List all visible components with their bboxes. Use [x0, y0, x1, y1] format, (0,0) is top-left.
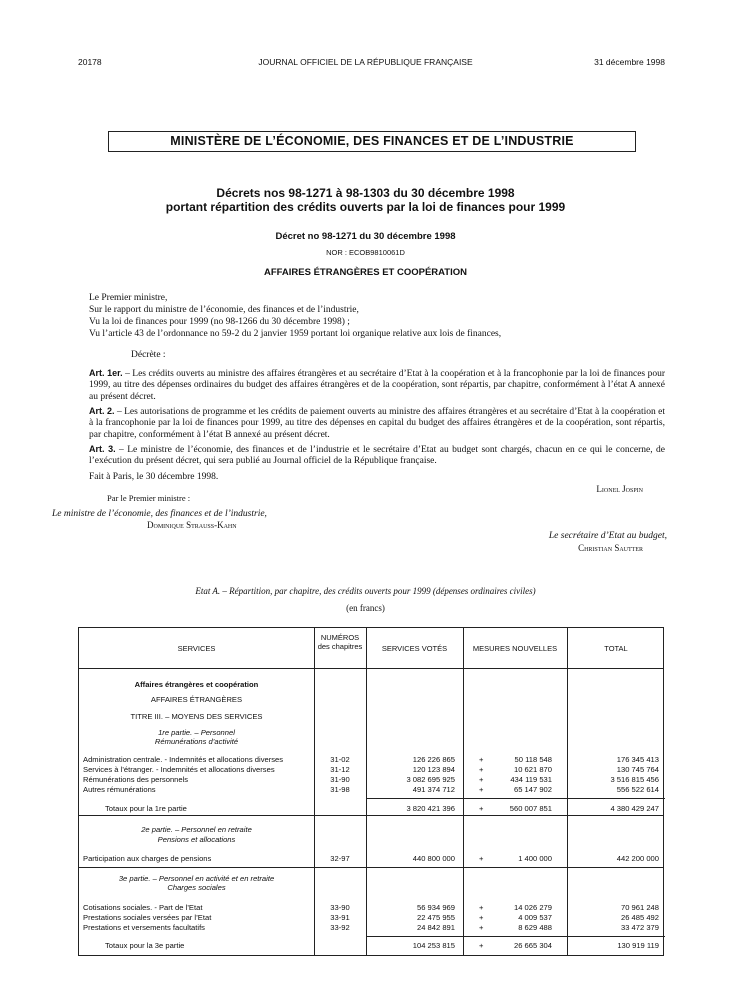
etat-unit: (en francs)	[346, 603, 385, 613]
header-services: SERVICES	[177, 644, 216, 653]
row-total: 556 522 614	[616, 785, 659, 794]
row-label: Cotisations sociales. - Part de l’Etat	[83, 903, 203, 912]
decrees-title-line2: portant répartition des crédits ouverts par la loi de finances pour 1999	[165, 200, 566, 214]
row-chapter: 31-98	[330, 785, 350, 794]
row-mesures: 50 118 548	[514, 755, 552, 764]
header-services-votes: SERVICES VOTÉS	[381, 644, 448, 653]
place-date: Fait à Paris, le 30 décembre 1998.	[89, 472, 219, 482]
article-3	[89, 444, 665, 468]
article-1	[89, 368, 665, 403]
row-sign: +	[479, 765, 484, 774]
row-sign: +	[479, 775, 484, 784]
row-label: Services à l’étranger. - Indemnités et allocations diverses	[83, 765, 275, 774]
row-mesures: 10 621 870	[513, 765, 552, 774]
section-heading: AFFAIRES ÉTRANGÈRES	[150, 695, 243, 704]
article-text: – Les autorisations de programme et les crédits de paiement ouverts au ministre des affaires étrangères et au secrétaire d’Etat à la coopération et à la francophonie par la loi de finances pour 1999, au titre des dépenses en capital du budget des affaires étrangères et de la coopération, sont répartis, par chapitre, conformément à l’état B annexé au présent décret.	[89, 407, 665, 440]
article-text: – Le ministre de l’économie, des finances et de l’industrie et le secrétaire d’Etat au budget sont chargés, chacun en ce qui le concerne, de l’exécution du présent décret, qui sera publié au Journal officiel de la République française.	[89, 445, 665, 467]
row-label: Rémunérations des personnels	[83, 775, 189, 784]
row-votes: 3 082 695 925	[406, 775, 455, 784]
preamble-line: Vu l’article 43 de l’ordonnance no 59-2 du 2 janvier 1959 portant loi organique relative aux lois de finances,	[89, 329, 502, 339]
row-chapter: 31-12	[330, 765, 350, 774]
total-label: Totaux pour la 1re partie	[105, 804, 187, 813]
total-votes: 104 253 815	[412, 941, 455, 950]
row-label: Prestations sociales versées par l’Etat	[83, 913, 212, 922]
subtotal-rule	[366, 798, 665, 799]
total-sign: +	[479, 804, 484, 813]
section-divider	[79, 815, 663, 816]
row-label: Administration centrale. - Indemnités et allocations diverses	[83, 755, 284, 764]
row-label: Autres rémunérations	[83, 785, 156, 794]
row-sign: +	[479, 913, 484, 922]
preamble-line: Vu la loi de finances pour 1999 (no 98-1266 du 30 décembre 1998) ;	[89, 317, 350, 327]
par-premier-ministre: Par le Premier ministre :	[107, 493, 191, 503]
article-label: Art. 3.	[89, 444, 116, 454]
header-total: TOTAL	[604, 644, 628, 653]
total-total: 130 919 119	[617, 941, 659, 950]
section-divider	[79, 867, 663, 868]
etat-title: Etat A. – Répartition, par chapitre, des crédits ouverts pour 1999 (dépenses ordinaires civiles)	[195, 586, 536, 596]
total-mesures: 560 007 851	[509, 804, 552, 813]
total-label: Totaux pour la 3e partie	[105, 941, 185, 950]
part2-heading: 2e partie. – Personnel en retraite	[141, 825, 252, 834]
row-label: Prestations et versements facultatifs	[83, 923, 205, 932]
row-chapter: 33-92	[330, 923, 350, 932]
total-votes: 3 820 421 396	[406, 804, 455, 813]
row-mesures: 65 147 902	[513, 785, 552, 794]
row-total: 26 485 492	[620, 913, 659, 922]
row-votes: 440 800 000	[412, 854, 455, 863]
ministry-banner: MINISTÈRE DE L’ÉCONOMIE, DES FINANCES ET DE L’INDUSTRIE	[108, 131, 636, 152]
row-votes: 22 475 955	[416, 913, 455, 922]
part1-subheading: Rémunérations d’activité	[154, 737, 239, 746]
subtotal-rule	[366, 936, 665, 937]
row-mesures: 1 400 000	[518, 854, 552, 863]
row-chapter: 32-97	[330, 854, 350, 863]
row-sign: +	[479, 923, 484, 932]
issue-date: 31 décembre 1998	[594, 57, 665, 67]
row-votes: 120 123 894	[412, 765, 455, 774]
decrete-line: Décrète :	[131, 350, 166, 360]
row-mesures: 8 629 488	[518, 923, 552, 932]
total-total: 4 380 429 247	[610, 804, 659, 813]
preamble-line: Sur le rapport du ministre de l’économie, des finances et de l’industrie,	[89, 305, 359, 315]
row-votes: 126 226 865	[412, 755, 455, 764]
minister-name: Dominique Strauss-Kahn	[147, 520, 237, 530]
row-total: 70 961 248	[620, 903, 659, 912]
row-chapter: 31-90	[330, 775, 350, 784]
article-text: – Les crédits ouverts au ministre des affaires étrangères et au secrétaire d’Etat à la coopération et à la francophonie par la loi de finances pour 1999, au titre des dépenses ordinaires du budget des affaires étrangères et de la coopération, sont répartis, par chapitre, conformément à l’état A annexé au présent décret.	[89, 369, 665, 402]
decrees-title-line1: Décrets nos 98-1271 à 98-1303 du 30 décembre 1998	[216, 186, 515, 200]
row-votes: 24 842 891	[416, 923, 455, 932]
header-mesures-nouvelles: MESURES NOUVELLES	[472, 644, 558, 653]
row-mesures: 14 026 279	[513, 903, 552, 912]
secretary-name: Christian Sautter	[578, 543, 643, 553]
row-sign: +	[479, 755, 484, 764]
part2-subheading: Pensions et allocations	[157, 835, 236, 844]
header-divider	[79, 668, 663, 669]
row-total: 3 516 815 456	[610, 775, 659, 784]
article-label: Art. 1er.	[89, 368, 123, 378]
row-sign: +	[479, 854, 484, 863]
part1-heading: 1re partie. – Personnel	[158, 728, 235, 737]
total-mesures: 26 665 304	[513, 941, 552, 950]
secretary-title: Le secrétaire d’Etat au budget,	[548, 531, 667, 541]
part3-subheading: Charges sociales	[167, 883, 226, 892]
total-sign: +	[479, 941, 484, 950]
row-sign: +	[479, 903, 484, 912]
decree-title: Décret no 98-1271 du 30 décembre 1998	[275, 231, 456, 242]
row-mesures: 434 119 531	[510, 775, 552, 784]
row-label: Participation aux charges de pensions	[83, 854, 212, 863]
row-votes: 56 934 969	[416, 903, 455, 912]
row-chapter: 33-90	[330, 903, 350, 912]
ministry-heading: Affaires étrangères et coopération	[134, 680, 259, 689]
row-chapter: 33-91	[330, 913, 350, 922]
row-sign: +	[479, 785, 484, 794]
row-total: 33 472 379	[620, 923, 659, 932]
titre-heading: TITRE III. – MOYENS DES SERVICES	[130, 712, 263, 721]
row-mesures: 4 009 537	[518, 913, 552, 922]
header-chapitres: NUMÉROS des chapitres	[317, 633, 363, 651]
article-label: Art. 2.	[89, 406, 115, 416]
row-total: 176 345 413	[616, 755, 659, 764]
signatory-prime-minister: Lionel Jospin	[596, 484, 643, 494]
part3-heading: 3e partie. – Personnel en activité et en retraite	[118, 874, 275, 883]
row-total: 130 745 764	[616, 765, 659, 774]
article-2	[89, 406, 665, 441]
minister-title: Le ministre de l’économie, des finances et de l’industrie,	[52, 509, 267, 519]
preamble-line: Le Premier ministre,	[89, 293, 168, 303]
nor-reference: NOR : ECOB9810061D	[326, 248, 405, 257]
credits-table	[78, 627, 664, 956]
row-chapter: 31-02	[330, 755, 350, 764]
journal-title: JOURNAL OFFICIEL DE LA RÉPUBLIQUE FRANÇAISE	[258, 57, 473, 67]
row-votes: 491 374 712	[412, 785, 455, 794]
section-title: AFFAIRES ÉTRANGÈRES ET COOPÉRATION	[263, 267, 468, 278]
row-total: 442 200 000	[616, 854, 659, 863]
page-number: 20178	[78, 57, 102, 67]
